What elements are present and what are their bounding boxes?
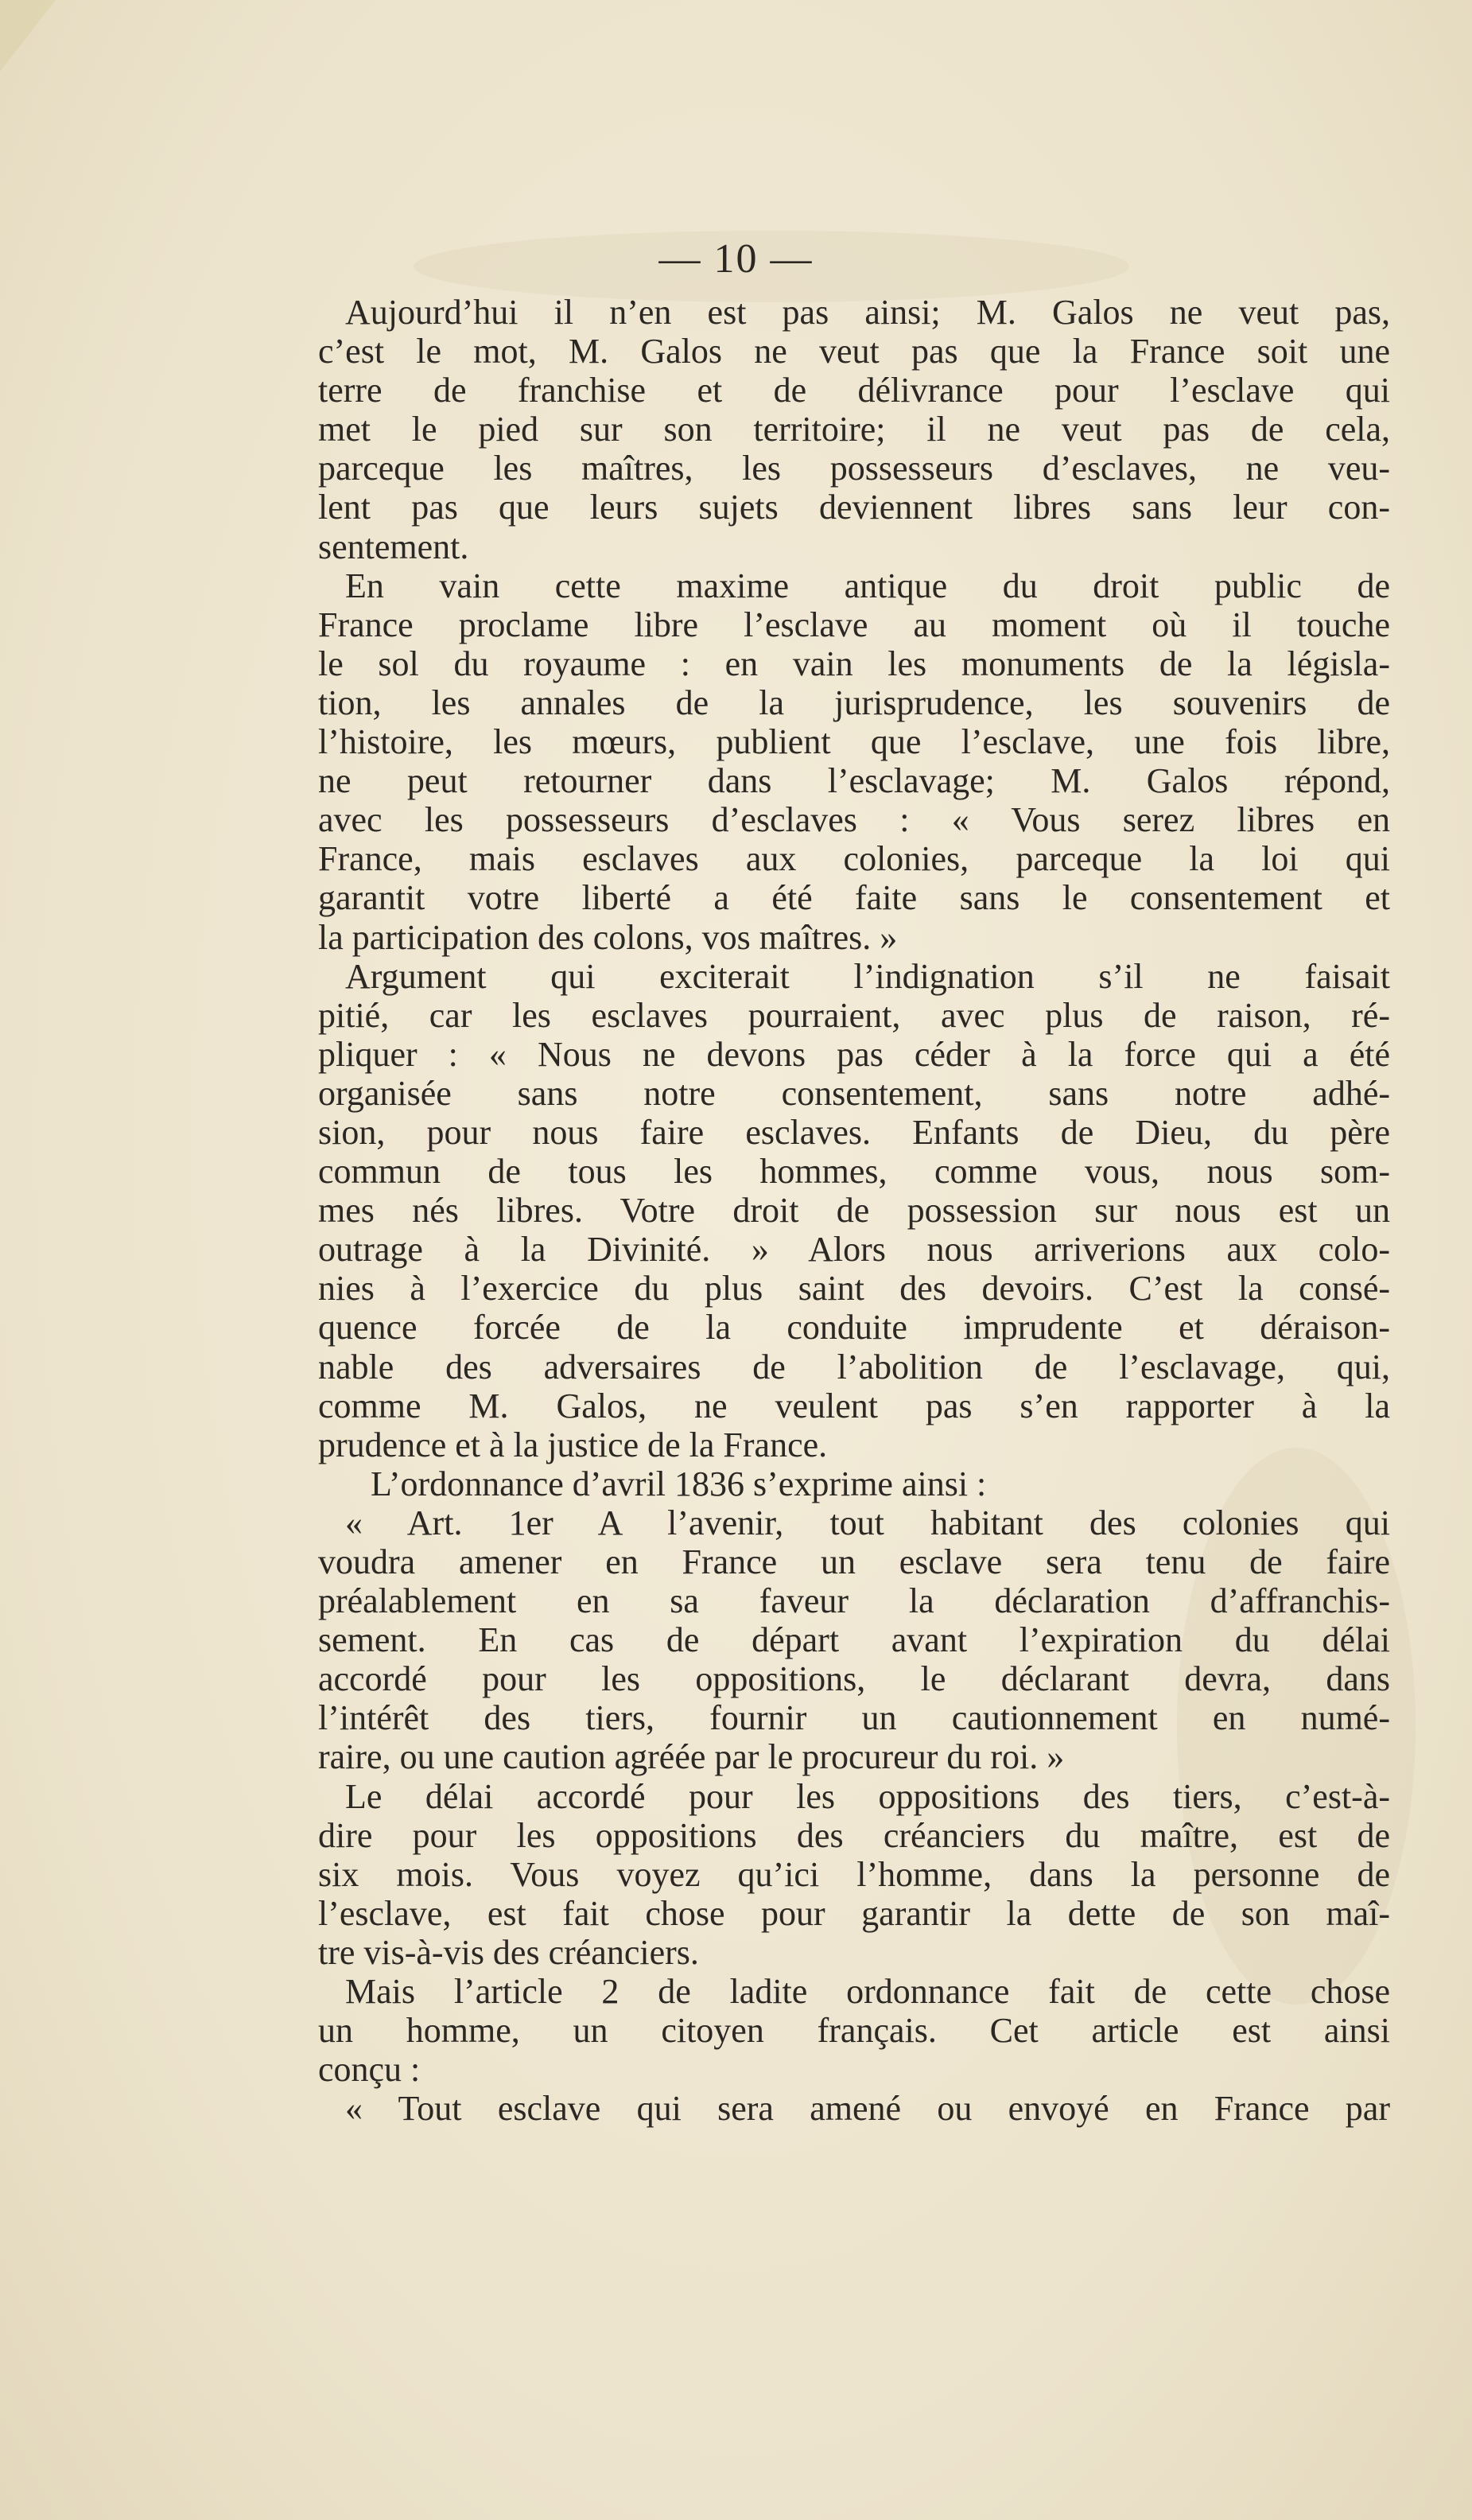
text-line: France proclame libre l’esclave au moment où il touche [318,605,1390,644]
text-line: Mais l’article 2 de ladite ordonnance fait de cette chose [345,1972,1390,2012]
text-line: « Art. 1er A l’avenir, tout habitant des colonies qui [345,1503,1390,1542]
text-line: En vain cette maxime antique du droit public de [345,566,1390,605]
text-line: quence forcée de la conduite imprudente et déraison- [318,1308,1390,1348]
body-text [318,293,1390,2128]
text-line: préalablement en sa faveur la déclaration d’affranchis- [318,1581,1390,1621]
text-line: l’intérêt des tiers, fournir un cautionnement en numé- [318,1698,1390,1738]
text-line: garantit votre liberté a été faite sans le consentement et [318,878,1390,918]
text-line: L’ordonnance d’avril 1836 s’exprime ainsi : [371,1464,987,1503]
text-line: tre vis-à-vis des créanciers. [318,1932,699,1972]
text-line: voudra amener en France un esclave sera tenu de faire [318,1542,1390,1581]
text-line: prudence et à la justice de la France. [318,1425,828,1464]
text-line: nable des adversaires de l’abolition de l’esclavage, qui, [318,1347,1390,1386]
text-line: outrage à la Divinité. » Alors nous arriverions aux colo- [318,1230,1390,1270]
text-line: Aujourd’hui il n’en est pas ainsi; M. Galos ne veut pas, [345,293,1390,332]
text-line: comme M. Galos, ne veulent pas s’en rapporter à la [318,1386,1390,1425]
text-line: nies à l’exercice du plus saint des devoirs. C’est la consé- [318,1269,1390,1309]
text-line: accordé pour les oppositions, le déclarant devra, dans [318,1659,1390,1699]
text-line: organisée sans notre consentement, sans notre adhé- [318,1073,1390,1113]
text-line: parceque les maîtres, les possesseurs d’esclaves, ne veu- [318,449,1390,488]
text-line: met le pied sur son territoire; il ne veut pas de cela, [318,410,1390,449]
text-line: dire pour les oppositions des créanciers du maître, est de [318,1815,1390,1855]
text-line: un homme, un citoyen français. Cet article est ainsi [318,2011,1390,2051]
text-line: sion, pour nous faire esclaves. Enfants de Dieu, du père [318,1112,1390,1152]
text-line: France, mais esclaves aux colonies, parceque la loi qui [318,839,1390,879]
text-line: l’esclave, est fait chose pour garantir la dette de son maî- [318,1893,1390,1933]
text-line: « Tout esclave qui sera amené ou envoyé en France par [345,2089,1390,2129]
text-line: raire, ou une caution agréée par le procureur du roi. » [318,1737,1065,1777]
page-number: — 10 — [658,236,814,282]
text-line: l’histoire, les mœurs, publient que l’esclave, une fois libre, [318,722,1390,762]
text-line: Le délai accordé pour les oppositions des tiers, c’est-à- [345,1776,1390,1816]
text-line: ne peut retourner dans l’esclavage; M. Galos répond, [318,761,1390,801]
text-line: tion, les annales de la jurisprudence, les souvenirs de [318,682,1390,722]
text-line: avec les possesseurs d’esclaves : « Vous serez libres en [318,800,1390,840]
text-line: sement. En cas de départ avant l’expiration du délai [318,1620,1390,1660]
text-line: Argument qui exciterait l’indignation s’il ne faisait [345,956,1390,996]
text-line: terre de franchise et de délivrance pour l’esclave qui [318,371,1390,410]
text-line: sentement. [318,527,469,566]
text-line: lent pas que leurs sujets deviennent libres sans leur con- [318,488,1390,527]
text-line: commun de tous les hommes, comme vous, nous som- [318,1152,1390,1192]
paper-corner-stain [0,0,56,72]
text-line: pitié, car les esclaves pourraient, avec plus de raison, ré- [318,995,1390,1035]
text-line: la participation des colons, vos maîtres. » [318,917,898,957]
text-line: pliquer : « Nous ne devons pas céder à la force qui a été [318,1034,1390,1074]
text-line: conçu : [318,2050,421,2090]
text-line: le sol du royaume : en vain les monuments de la législa- [318,644,1390,683]
text-line: c’est le mot, M. Galos ne veut pas que la France soit une [318,332,1390,371]
text-line: mes nés libres. Votre droit de possession sur nous est un [318,1191,1390,1231]
text-line: six mois. Vous voyez qu’ici l’homme, dans la personne de [318,1854,1390,1894]
